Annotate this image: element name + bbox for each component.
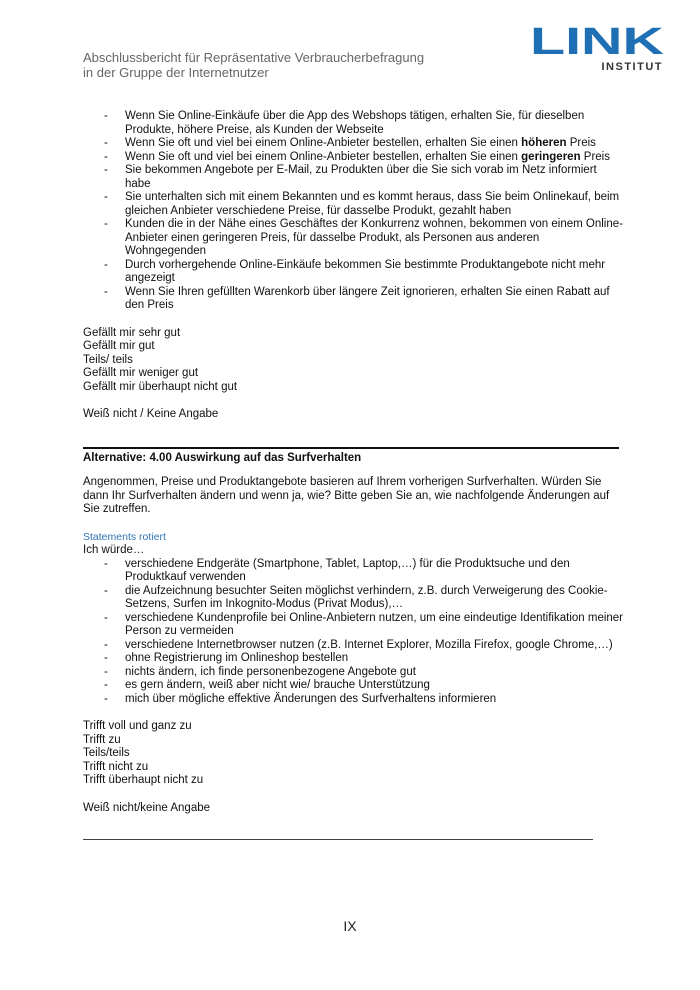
list-item [83, 679, 623, 693]
report-title-line2: in der Gruppe der Internetnutzer [83, 65, 269, 80]
list-item-text: Kunden die in der Nähe eines Geschäftes der Konkurrenz wohnen, bekommen von einem Online-Anbieter einen geringeren Preis, für dasselbe Produkt, als Personen aus anderen Wohngegenden [125, 218, 623, 257]
emphasis-text: geringeren [521, 150, 581, 163]
list-item [83, 218, 623, 259]
list-item-text: Preis [566, 137, 596, 149]
list-item-text: nichts ändern, ich finde personenbezogene Angebote gut [125, 665, 416, 678]
bullet-dash: - [104, 218, 108, 230]
list-item-text: verschiedene Kundenprofile bei Online-Anbietern nutzen, um eine eindeutige Identifikation meiner Person zu vermeiden [125, 611, 624, 637]
list-item-text: es gern ändern, weiß aber nicht wie/ brauche Unterstützung [125, 679, 430, 691]
list-item [83, 558, 623, 585]
logo-subtitle: INSTITUT [601, 61, 663, 72]
list-item [83, 639, 623, 653]
list-item [83, 612, 623, 639]
scale-option: Trifft überhaupt nicht zu [83, 774, 204, 786]
no-answer-option: Weiß nicht / Keine Angabe [83, 408, 219, 420]
bullet-dash: - [104, 164, 108, 176]
scale-option: Gefällt mir weniger gut [83, 367, 199, 379]
scale-option: Gefällt mir gut [83, 340, 155, 352]
list-item [83, 110, 623, 137]
question-text: Angenommen, Preise und Produktangebote basieren auf Ihrem vorherigen Surfverhalten. Würden Sie dann Ihr Surfverhalten ändern und wenn ja, wie? Bitte geben Sie an, wie nachfolgende Änderungen auf Sie zutreffen. [83, 476, 610, 515]
list-item [83, 164, 623, 191]
scale-option: Trifft voll und ganz zu [83, 720, 192, 732]
page-number: IX [343, 918, 357, 934]
list-item-text: Preis [580, 150, 610, 163]
bullet-dash: - [104, 679, 108, 691]
list-item [83, 286, 623, 313]
section-heading: Alternative: 4.00 Auswirkung auf das Surfverhalten [83, 447, 619, 466]
list-item-text: mich über mögliche effektive Änderungen des Surfverhaltens informieren [125, 692, 497, 705]
statement-list [83, 558, 623, 707]
list-item-text: Wenn Sie Online-Einkäufe über die App des Webshops tätigen, erhalten Sie, für dieselben Produkte, höhere Preise, als Kunden der Webseite [125, 110, 585, 136]
bullet-dash: - [104, 110, 108, 122]
list-item [83, 652, 623, 666]
scale-option: Gefällt mir überhaupt nicht gut [83, 380, 238, 393]
bullet-dash: - [104, 557, 108, 570]
no-answer-option: Weiß nicht/keine Angabe [83, 801, 211, 814]
bullet-dash: - [104, 150, 108, 163]
bullet-dash: - [104, 285, 108, 298]
list-item-text: Sie unterhalten sich mit einem Bekannten und es kommt heraus, dass Sie beim Onlinekauf, beim gleichen Anbieter verschiedene Preise, für dasselbe Produkt, gezahlt haben [125, 191, 620, 217]
section2 [83, 476, 623, 815]
scale-option: Trifft nicht zu [83, 760, 149, 773]
rating-scale [83, 327, 623, 395]
section1 [83, 110, 623, 422]
list-item [83, 191, 623, 218]
bullet-dash: - [104, 137, 108, 149]
list-item [83, 666, 623, 680]
bullet-dash: - [104, 665, 108, 678]
list-item-text: Durch vorhergehende Online-Einkäufe bekommen Sie bestimmte Produktangebote nicht mehr angezeigt [125, 258, 606, 284]
bullet-dash: - [104, 692, 108, 705]
list-item-text: ohne Registrierung im Onlineshop bestellen [125, 652, 349, 664]
list-item-text: Wenn Sie Ihren gefüllten Warenkorb über längere Zeit ignorieren, erhalten Sie einen Rabatt auf den Preis [125, 285, 610, 311]
bullet-dash: - [104, 638, 108, 651]
logo-wordmark: LINK [530, 24, 665, 63]
list-item [83, 585, 623, 612]
scale-option: Teils/teils [83, 747, 130, 759]
list-item-text: die Aufzeichnung besuchter Seiten möglichst verhindern, z.B. durch Verweigerung des Cookie-Setzens, Surfen im Inkognito-Modus (Privat Modus),… [125, 584, 608, 610]
rating-scale [83, 720, 623, 788]
bullet-dash: - [104, 191, 108, 203]
bullet-dash: - [104, 258, 108, 271]
scale-option: Trifft zu [83, 733, 121, 746]
report-title-line1: Abschlussbericht für Repräsentative Verbraucherbefragung [83, 50, 425, 65]
report-title [83, 50, 503, 80]
emphasis-text: höheren [521, 137, 567, 149]
bullet-dash: - [104, 584, 108, 597]
statement-list [83, 110, 623, 313]
list-item-text: Wenn Sie oft und viel bei einem Online-Anbieter bestellen, erhalten Sie einen [125, 150, 522, 163]
list-item-text: verschiedene Internetbrowser nutzen (z.B. Internet Explorer, Mozilla Firefox, google Chrome,…) [125, 638, 613, 651]
statement-lead: Ich würde… [83, 544, 145, 556]
bullet-dash: - [104, 652, 108, 664]
scale-option: Gefällt mir sehr gut [83, 326, 181, 339]
list-item [83, 259, 623, 286]
list-item-text: verschiedene Endgeräte (Smartphone, Tablet, Laptop,…) für die Produktsuche und den Produktkauf verwenden [125, 557, 570, 583]
bottom-divider [83, 839, 593, 840]
scale-option: Teils/ teils [83, 353, 133, 366]
list-item [83, 137, 623, 151]
rotation-note: Statements rotiert [83, 530, 166, 543]
list-item [83, 693, 623, 707]
list-item-text: Wenn Sie oft und viel bei einem Online-Anbieter bestellen, erhalten Sie einen [125, 137, 522, 149]
list-item [83, 151, 623, 165]
bullet-dash: - [104, 611, 108, 624]
list-item-text: Sie bekommen Angebote per E-Mail, zu Produkten über die Sie sich vorab im Netz informiert habe [125, 164, 597, 190]
link-institut-logo [529, 24, 665, 72]
